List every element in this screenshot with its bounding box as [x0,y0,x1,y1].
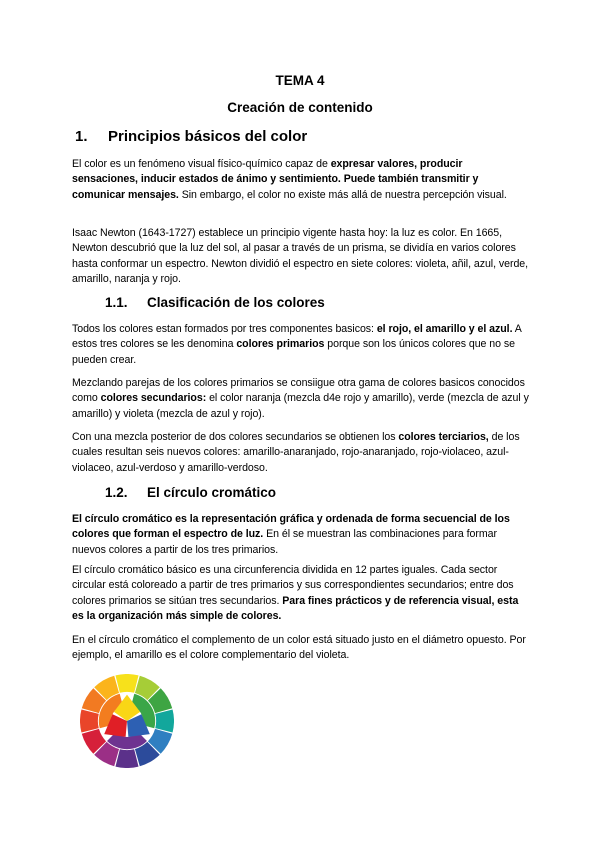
paragraph-complementary: En el círculo cromático el complemento de un color está situado justo en el diámetro opuesto. Por ejemplo, el amarillo es el colore complementario del violeta. [72,634,526,662]
color-wheel-image [80,674,174,768]
section-1-1-title: Clasificación de los colores [147,295,325,310]
document-title: TEMA 4 [275,73,325,88]
p3-text-c: A estos tres colores se les denomina [72,323,522,351]
p7-bold: Para fines prácticos y de referencia visual, esta es la organización más simple de colores. [72,594,519,623]
p1-bold: expresar valores, producir sensaciones, inducir estados de ánimo y sentimiento. Puede también transmitir y comunicar mensajes. [72,158,479,201]
p5-bold: colores terciarios, [398,431,489,443]
section-1-2-title: El círculo cromático [147,485,277,500]
p3-bold-d: colores primarios [236,338,325,351]
p6-bold: El círculo cromático es la representación gráfica y ordenada de forma secuencial de los colores que forman el espectro de luz. [72,513,510,541]
section-1-2-heading [105,485,276,500]
p5-text-c: de los cuales resultan seis nuevos colores: amarillo-anaranjado, rojo-anaranjado, rojo-violaceo, azul-violaceo, azul-verdoso y amarillo-verdoso. [72,431,520,474]
color-wheel-sector-7 [115,749,138,768]
p3-text-e: porque son los únicos colores que no se pueden crear. [72,338,515,366]
section-1-1-number: 1.1. [105,295,128,310]
p3-bold-b: el rojo, el amarillo y el azul. [376,323,513,335]
paragraph-color-definition [72,157,530,203]
section-1-1-heading [105,295,325,310]
p4-text-c: el color naranja (mezcla d4e rojo y amarillo), verde (mezcla de azul y amarillo) y violeta (mezcla de azul y rojo). [72,392,529,420]
p3-text-a: Todos los colores estan formados por tres componentes basicos: [72,323,377,335]
paragraph-primary-colors [72,322,530,368]
color-wheel-sector-1 [115,674,138,693]
p4-bold: colores secundarios: [100,392,207,405]
paragraph-secondary-colors [72,376,530,422]
document-subtitle: Creación de contenido [227,100,373,115]
paragraph-newton: Isaac Newton (1643-1727) establece un principio vigente hasta hoy: la luz es color. En 1665, Newton descubrió que la luz del sol, al pasar a través de un prisma, se dividía en varios colores hasta conformar un espectro. Newton dividió el espectro en siete colores: violeta, añil, azul, verde, amarillo, naranja y rojo. [72,227,529,286]
section-1-number: 1. [75,128,88,145]
p7-text-a: El círculo cromático básico es una circunferencia dividida en 12 partes iguales. Cada sector circular está coloreado a partir de tres primarios y sus correspondientes secundarios; entre dos colores primarios se sitúan tres secundarios. [72,564,514,607]
color-wheel-sector-4 [155,709,174,732]
section-1-title: Principios básicos del color [108,128,308,145]
p1-text-c: Sin embargo, el color no existe más allá de nuestra percepción visual. [178,188,507,201]
section-1-2-number: 1.2. [105,485,128,500]
p5-text-a: Con una mezcla posterior de dos colores secundarios se obtienen los [72,431,399,443]
paragraph-chromatic-circle-structure [72,563,530,625]
p6-text-b: En él se muestran las combinaciones para formar nuevos colores a partir de los tres primarios. [72,528,497,556]
section-1-heading [75,128,307,145]
p4-text-a: Mezclando parejas de los colores primarios se consiigue otra gama de colores basicos conocidos como [72,377,525,405]
p1-text-a: El color es un fenómeno visual físico-químico capaz de [72,158,331,170]
paragraph-chromatic-circle-definition [72,512,530,558]
color-wheel-sector-10 [80,709,99,732]
paragraph-tertiary-colors [72,430,530,476]
